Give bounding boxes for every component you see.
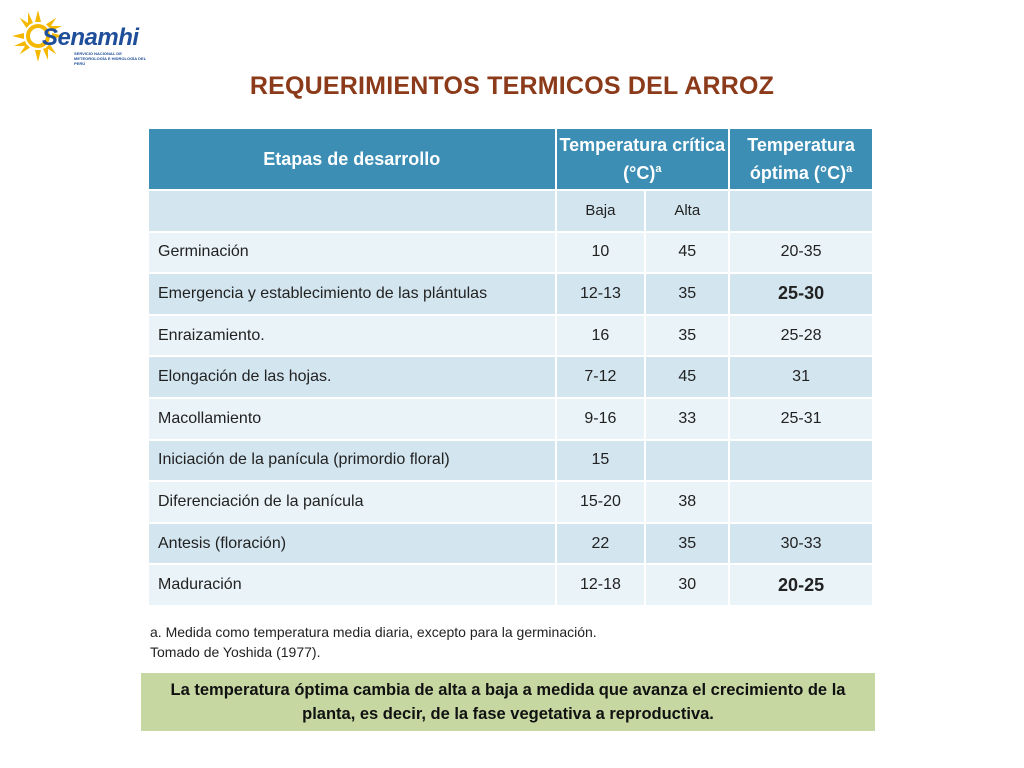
footnotes [150,622,597,662]
row-stage: Diferenciación de la panícula [148,481,556,523]
row-stage: Elongación de las hojas. [148,356,556,398]
footnote-a: a. Medida como temperatura media diaria, excepto para la germinación. [150,624,597,640]
page-title: REQUERIMIENTOS TERMICOS DEL ARROZ [249,72,775,100]
row-high: 35 [645,273,729,315]
row-low: 15 [556,440,646,482]
row-high: 35 [645,523,729,565]
row-low: 10 [556,232,646,274]
row-high: 30 [645,564,729,606]
row-stage: Maduración [148,564,556,606]
row-stage: Antesis (floración) [148,523,556,565]
row-optimal: 20-25 [729,564,873,606]
table-row [148,440,873,482]
row-stage: Emergencia y establecimiento de las plántulas [148,273,556,315]
table-row [148,273,873,315]
callout-box [141,673,875,731]
brand-subtitle: SERVICIO NACIONAL DE METEOROLOGÍA E HIDROLOGÍA DEL PERÚ [74,51,147,66]
table-row [148,523,873,565]
subheader-low: Baja [556,190,646,232]
row-optimal: 31 [729,356,873,398]
row-high: 35 [645,315,729,357]
row-stage: Iniciación de la panícula (primordio floral) [148,440,556,482]
row-stage: Macollamiento [148,398,556,440]
table-row [148,481,873,523]
row-optimal [729,440,873,482]
header-optimal-sup: a [846,163,853,175]
subheader-high: Alta [645,190,729,232]
row-low: 12-18 [556,564,646,606]
row-low: 15-20 [556,481,646,523]
header-optimal [729,128,873,190]
row-high: 45 [645,356,729,398]
row-optimal: 25-30 [729,273,873,315]
row-optimal [729,481,873,523]
table-subheader-row [148,190,873,232]
thermal-requirements-table [147,127,874,607]
row-high [645,440,729,482]
row-low: 16 [556,315,646,357]
subheader-empty-stage [148,190,556,232]
row-optimal: 20-35 [729,232,873,274]
header-critical [556,128,730,190]
table-row [148,232,873,274]
table-row [148,356,873,398]
row-stage: Enraizamiento. [148,315,556,357]
table-row [148,564,873,606]
row-low: 7-12 [556,356,646,398]
callout-text: La temperatura óptima cambia de alta a baja a medida que avanza el crecimiento de la planta, es decir, de la fase vegetativa a reproductiva. [170,681,846,723]
table-header-row [148,128,873,190]
row-high: 45 [645,232,729,274]
header-critical-label: Temperatura crítica (°C) [559,135,726,183]
row-optimal: 30-33 [729,523,873,565]
table-row [148,398,873,440]
row-low: 12-13 [556,273,646,315]
senamhi-logo [12,10,147,66]
row-optimal: 25-31 [729,398,873,440]
footnote-source: Tomado de Yoshida (1977). [150,644,321,660]
brand-name: Senamhi [42,24,139,51]
header-optimal-label: Temperatura óptima (°C) [747,135,855,183]
row-low: 22 [556,523,646,565]
header-stage: Etapas de desarrollo [148,128,556,190]
table-row [148,315,873,357]
row-high: 33 [645,398,729,440]
row-optimal: 25-28 [729,315,873,357]
header-critical-sup: a [655,163,662,175]
row-stage: Germinación [148,232,556,274]
row-low: 9-16 [556,398,646,440]
row-high: 38 [645,481,729,523]
subheader-empty-optimal [729,190,873,232]
